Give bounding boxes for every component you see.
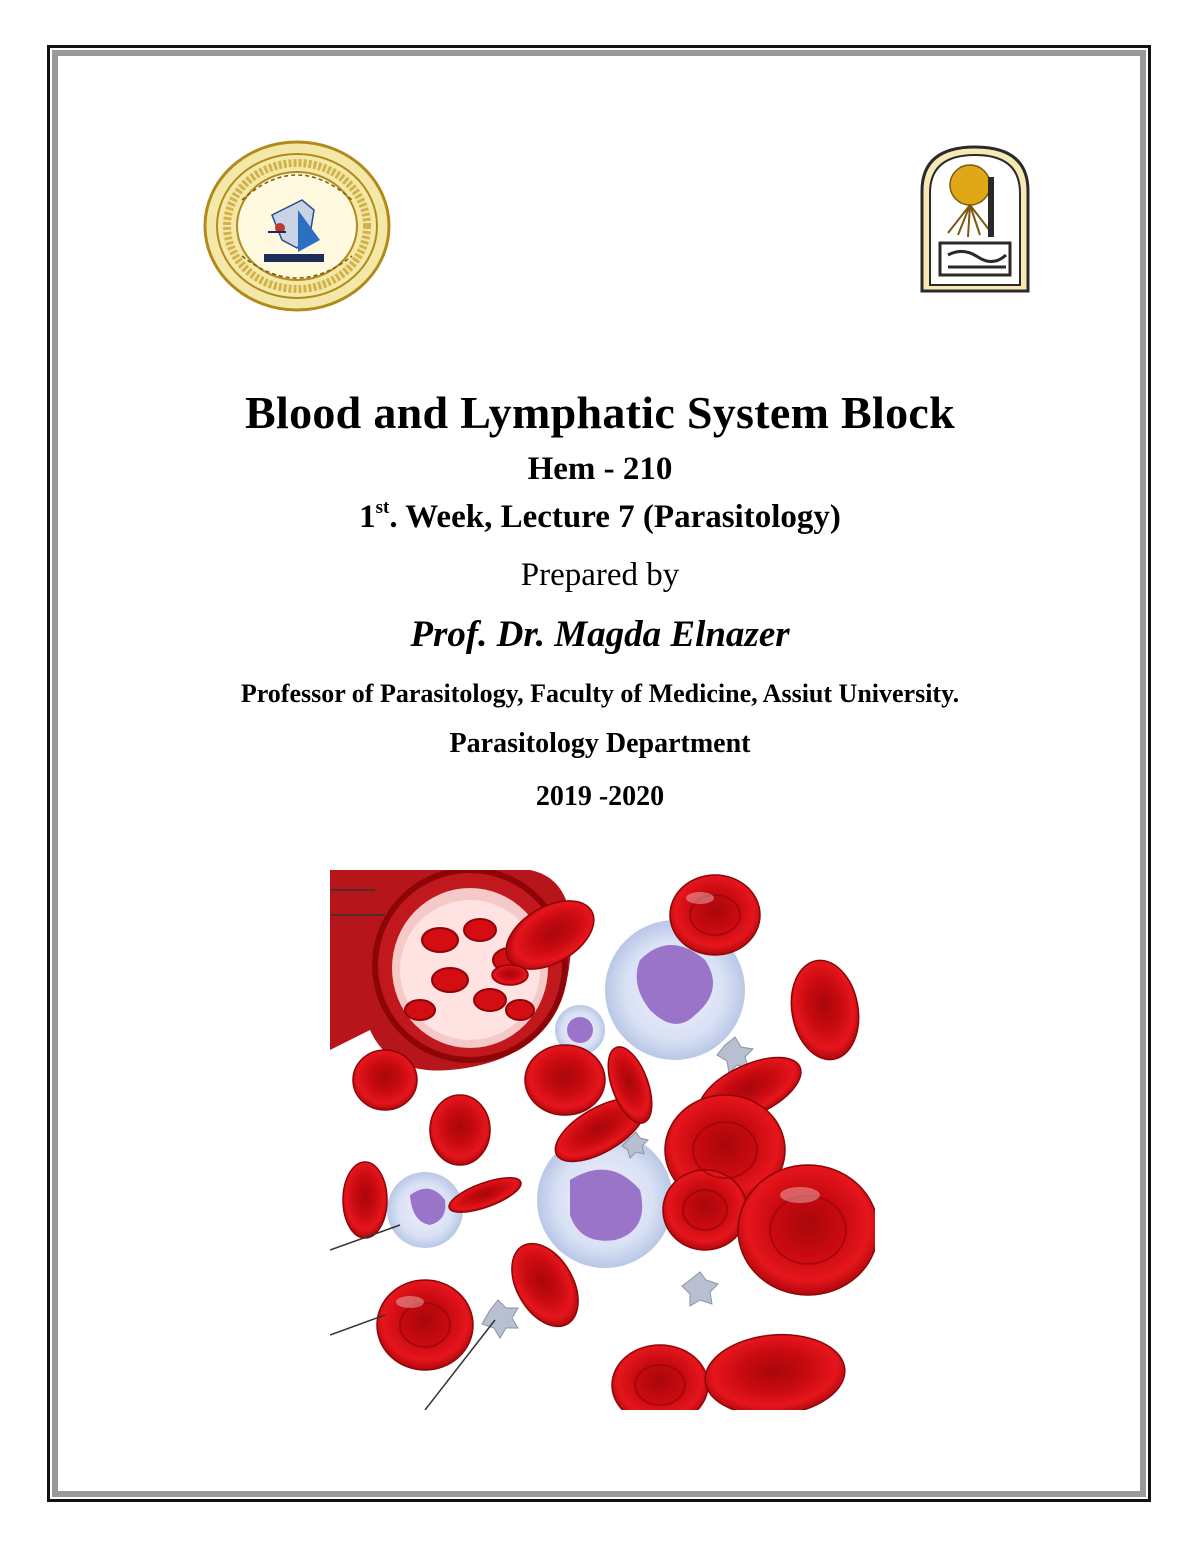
department-name: Parasitology Department: [449, 728, 751, 759]
week-lecture-line: [0, 499, 1200, 536]
prepared-by-label: Prepared by: [520, 557, 680, 593]
week-number: 1: [359, 499, 376, 535]
author-name: Prof. Dr. Magda Elnazer: [410, 614, 790, 655]
academic-year: 2019 -2020: [535, 781, 665, 812]
faculty-accreditation-seal: [202, 140, 392, 312]
assiut-university-emblem: [918, 143, 1032, 293]
blood-cells-illustration: [330, 870, 875, 1410]
block-title: Blood and Lymphatic System Block: [245, 387, 955, 438]
week-ordinal-suffix: st: [375, 497, 390, 518]
author-position: Professor of Parasitology, Faculty of Medicine, Assiut University.: [240, 679, 960, 708]
course-code: Hem - 210: [527, 451, 673, 487]
week-lecture-text: . Week, Lecture 7 (Parasitology): [389, 499, 841, 535]
